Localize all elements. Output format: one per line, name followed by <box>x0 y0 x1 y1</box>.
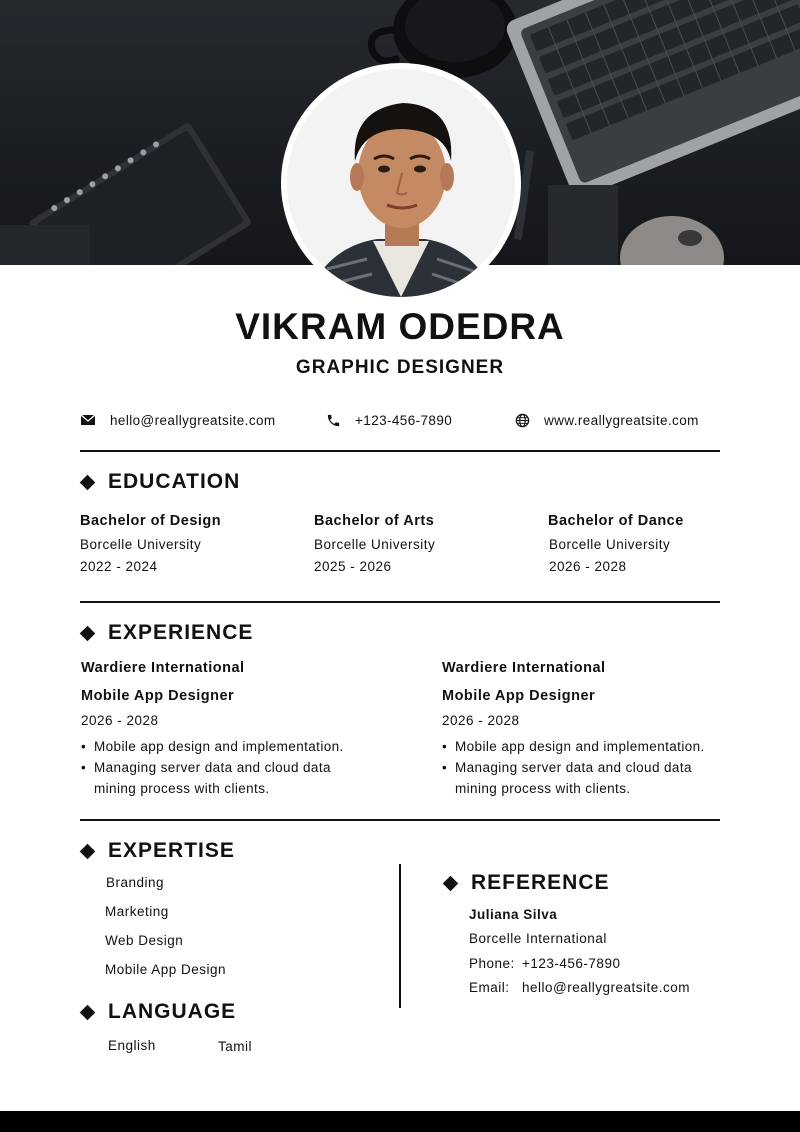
expertise-item: Web Design <box>105 933 184 948</box>
language-heading: LANGUAGE <box>80 1000 236 1024</box>
expertise-item: Branding <box>106 875 165 890</box>
reference-email-label: Email: <box>469 980 510 995</box>
email-text: hello@reallygreatsite.com <box>110 412 276 428</box>
diamond-bullet-icon <box>80 474 96 490</box>
divider <box>80 819 720 821</box>
experience-company: Wardiere International <box>81 660 245 676</box>
diamond-bullet-icon <box>80 625 96 641</box>
contact-phone[interactable] <box>325 412 452 428</box>
education-years: 2025 - 2026 <box>314 559 392 574</box>
envelope-icon <box>80 412 96 428</box>
education-heading: EDUCATION <box>80 470 240 494</box>
education-years: 2022 - 2024 <box>80 559 158 574</box>
expertise-item: Mobile App Design <box>105 962 227 977</box>
contact-website[interactable] <box>514 412 699 428</box>
experience-company: Wardiere International <box>442 660 606 676</box>
reference-phone-label: Phone: <box>469 956 515 971</box>
experience-role: Mobile App Designer <box>81 688 235 704</box>
expertise-item: Marketing <box>105 904 169 919</box>
education-school: Borcelle University <box>314 537 436 552</box>
experience-years: 2026 - 2028 <box>81 713 159 728</box>
profile-photo <box>287 69 515 297</box>
divider <box>80 450 720 452</box>
experience-bullet: • Mobile app design and implementation. <box>442 739 705 754</box>
language-item: English <box>108 1038 156 1053</box>
globe-icon <box>514 412 530 428</box>
education-years: 2026 - 2028 <box>549 559 627 574</box>
experience-bullet: • Mobile app design and implementation. <box>81 739 344 754</box>
phone-icon <box>325 412 341 428</box>
experience-bullet: • Managing server data and cloud data mining process with clients. <box>81 760 331 796</box>
education-degree: Bachelor of Dance <box>548 513 684 529</box>
education-degree: Bachelor of Design <box>80 513 222 529</box>
job-title: GRAPHIC DESIGNER <box>295 357 505 378</box>
reference-phone[interactable]: +123-456-7890 <box>522 956 621 971</box>
diamond-bullet-icon <box>80 1004 96 1020</box>
experience-heading: EXPERIENCE <box>80 621 253 645</box>
person-name: VIKRAM ODEDRA <box>235 306 565 347</box>
reference-email[interactable]: hello@reallygreatsite.com <box>522 980 691 995</box>
language-item: Tamil <box>218 1039 253 1054</box>
expertise-heading: EXPERTISE <box>80 839 235 863</box>
diamond-bullet-icon <box>443 875 459 891</box>
education-degree: Bachelor of Arts <box>314 513 435 529</box>
reference-name: Juliana Silva <box>469 907 558 922</box>
footer-bar <box>0 1111 800 1132</box>
experience-role: Mobile App Designer <box>442 688 596 704</box>
column-divider <box>399 864 401 1008</box>
phone-text: +123-456-7890 <box>355 412 453 428</box>
education-school: Borcelle University <box>80 537 202 552</box>
website-text: www.reallygreatsite.com <box>544 412 699 428</box>
avatar <box>287 69 515 297</box>
reference-company: Borcelle International <box>469 931 607 946</box>
reference-heading: REFERENCE <box>443 871 610 895</box>
diamond-bullet-icon <box>80 843 96 859</box>
experience-bullet: • Managing server data and cloud data mining process with clients. <box>442 760 692 796</box>
divider <box>80 601 720 603</box>
experience-years: 2026 - 2028 <box>442 713 520 728</box>
education-school: Borcelle University <box>549 537 671 552</box>
contact-email[interactable] <box>80 412 276 428</box>
